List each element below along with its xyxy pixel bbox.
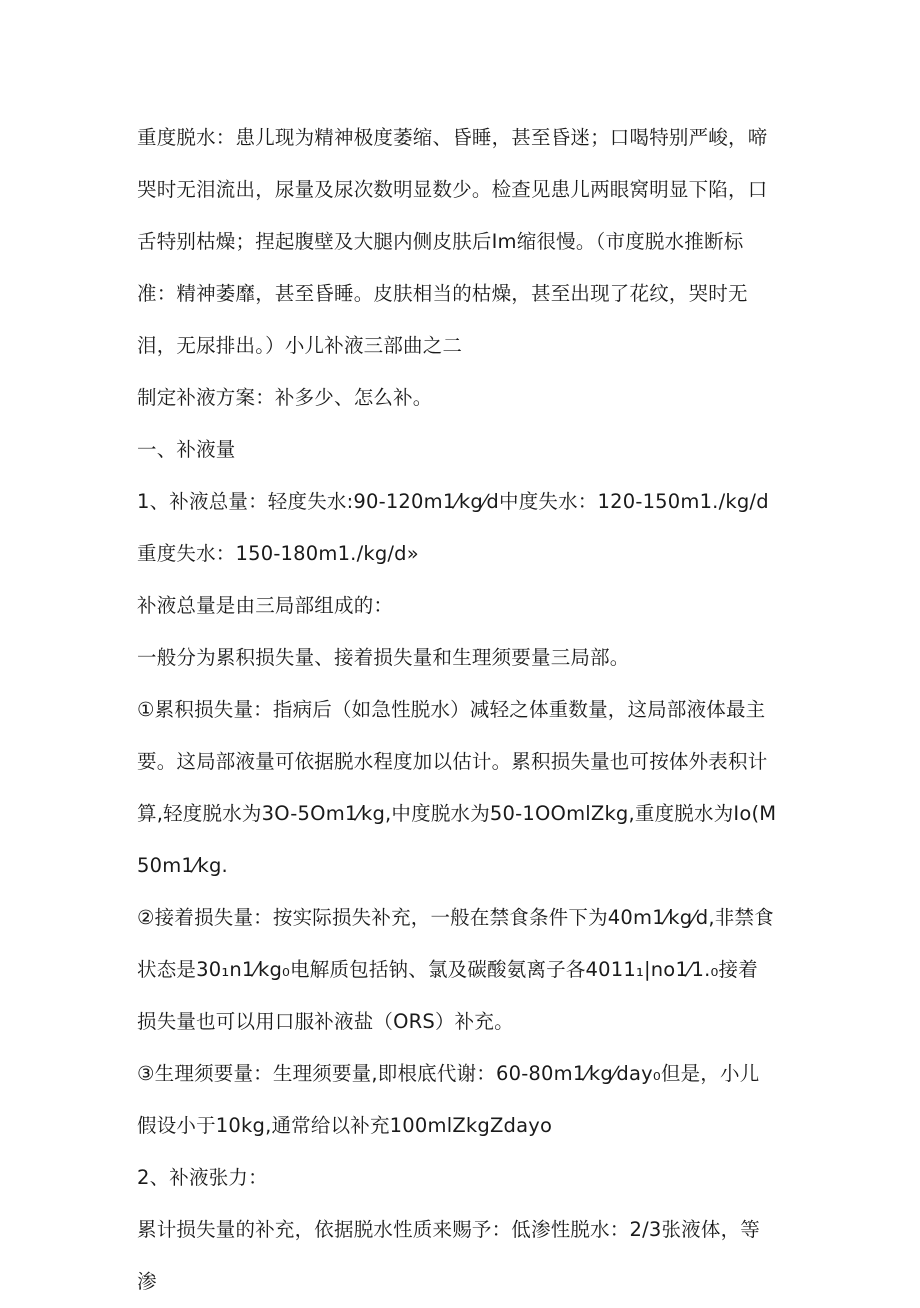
paragraph-plan: 制定补液方案：补多少、怎么补。 xyxy=(137,386,433,409)
paragraph-three-parts: 补液总量是由三局部组成的： xyxy=(137,594,394,617)
paragraph-cumulative-loss: ①累积损失量：指病后（如急性脱水）减轻之体重数量，这局部液体最主要。这局部液量可依据脱水程度加以估计。累积损失量也可按体外表积计算,轻度脱水为3O-5Om1⁄kg,中度脱水为50-1OOmlZkg,重度脱水为Io(M50m1⁄kg. xyxy=(137,698,777,877)
paragraph-maintenance: ③生理须要量：生理须要量,即根底代谢：60-80m1⁄kg⁄day₀但是，小儿假设小于10kg,通常给以补充100mlZkgZdayo xyxy=(137,1062,760,1137)
paragraph-tonicity: 累计损失量的补充，依据脱水性质来赐予：低渗性脱水：2/3张液体，等渗 xyxy=(137,1218,760,1293)
paragraph-ongoing-loss: ②接着损失量：按实际损失补充，一般在禁食条件下为40m1⁄kg⁄d,非禁食状态是30₁n1⁄kg₀电解质包括钠、氯及碳酸氨离子各4011₁|no1⁄1.₀接着损失量也可以用口服补液盐（ORS）补充。 xyxy=(137,906,774,1033)
document-body xyxy=(137,112,777,1308)
section-heading-fluid-volume: 一、补液量 xyxy=(137,438,236,461)
paragraph-total-volume: 1、补液总量：轻度失水:90-120m1⁄kg⁄d中度失水：120-150m1./kg/d重度失水：150-180m1./kg/d» xyxy=(137,490,769,565)
paragraph-three-parts-detail: 一般分为累积损失量、接着损失量和生理须要量三局部。 xyxy=(137,646,630,669)
paragraph-severe-dehydration: 重度脱水：患儿现为精神极度萎缩、昏睡，甚至昏迷；口喝特别严峻，啼哭时无泪流出，尿量及尿次数明显数少。检查见患儿两眼窝明显下陷，口舌特别枯燥；捏起腹壁及大腿内侧皮肤后Im缩很慢。（市度脱水推断标准：精神萎靡，甚至昏睡。皮肤相当的枯燥，甚至出现了花纹，哭时无泪，无尿排出。）小儿补液三部曲之二 xyxy=(137,126,768,357)
section-heading-tonicity: 2、补液张力： xyxy=(137,1166,268,1189)
